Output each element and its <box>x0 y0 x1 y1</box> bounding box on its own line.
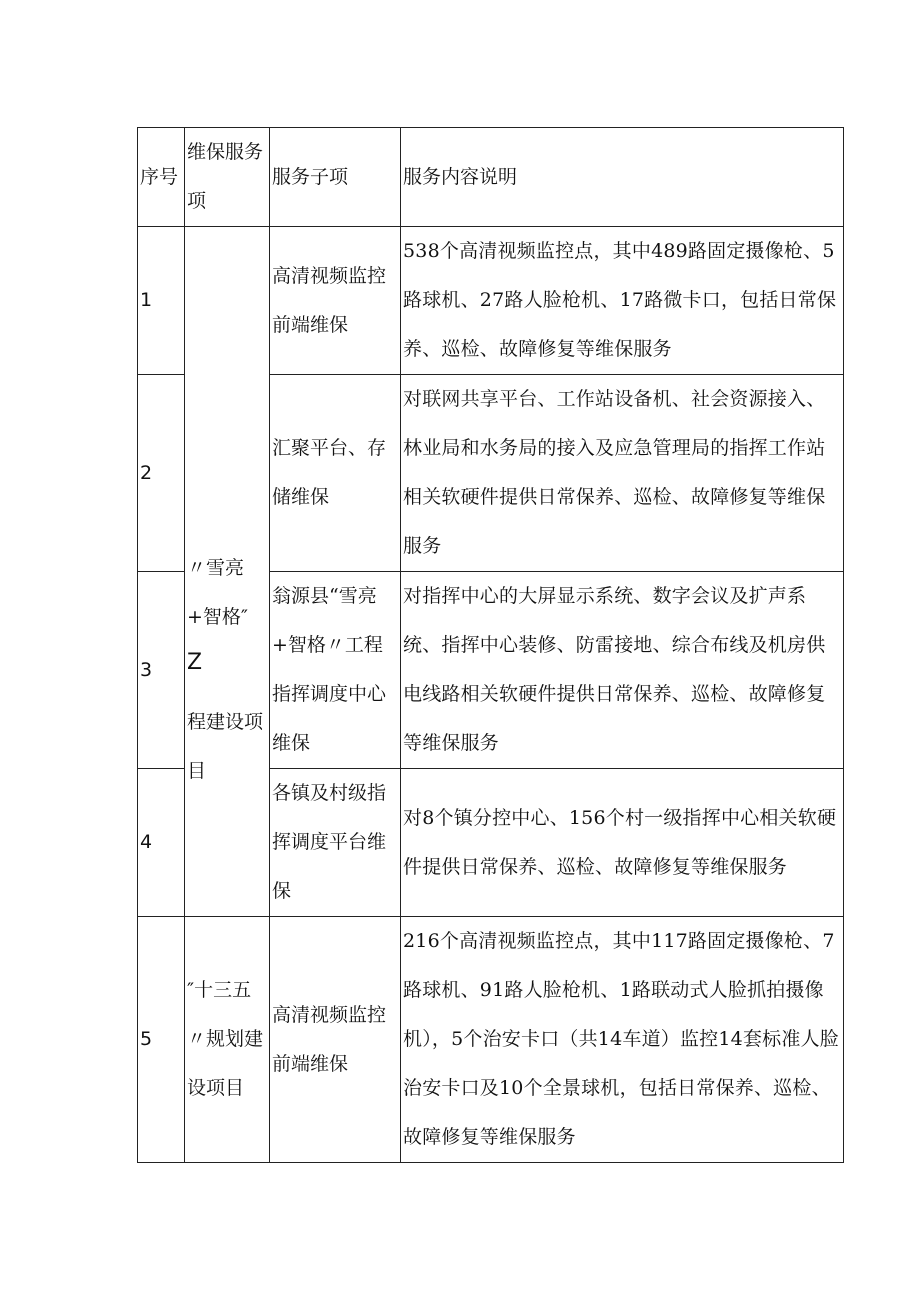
row-subitem: 各镇及村级指挥调度平台维保 <box>270 769 401 917</box>
row-seq: 2 <box>138 375 185 572</box>
table-row <box>138 917 844 1163</box>
header-category: 维保服务项 <box>185 128 270 227</box>
row-seq: 3 <box>138 572 185 769</box>
row-description: 对指挥中心的大屏显示系统、数字会议及扩声系统、指挥中心装修、防雷接地、综合布线及机房供电线路相关软硬件提供日常保养、巡检、故障修复等维保服务 <box>401 572 844 769</box>
row-subitem: 汇聚平台、存储维保 <box>270 375 401 572</box>
table-header-row <box>138 128 844 227</box>
row-seq: 5 <box>138 917 185 1163</box>
row-description: 对8个镇分控中心、156个村一级指挥中心相关软硬件提供日常保养、巡检、故障修复等维保服务 <box>401 769 844 917</box>
row-subitem: 翁源县“雪亮+智格〃工程指挥调度中心维保 <box>270 572 401 769</box>
row-seq: 4 <box>138 769 185 917</box>
table-row <box>138 227 844 375</box>
row-subitem: 高清视频监控前端维保 <box>270 917 401 1163</box>
header-description: 服务内容说明 <box>401 128 844 227</box>
header-subitem: 服务子项 <box>270 128 401 227</box>
row-description: 对联网共享平台、工作站设备机、社会资源接入、林业局和水务局的接入及应急管理局的指挥工作站相关软硬件提供日常保养、巡检、故障修复等维保服务 <box>401 375 844 572</box>
category-a-text2: 程建设项目 <box>187 710 264 782</box>
row-description: 216个高清视频监控点，其中117路固定摄像枪、7路球机、91路人脸枪机、1路联动式人脸抓拍摄像机），5个治安卡口（共14车道）监控14套标准人脸治安卡口及10个全景球机，包括日常保养、巡检、故障修复等维保服务 <box>401 917 844 1163</box>
category-a-mark: Z <box>187 649 203 675</box>
category-cell-b: ″十三五〃规划建设项目 <box>185 917 270 1163</box>
row-description: 538个高清视频监控点，其中489路固定摄像枪、5路球机、27路人脸枪机、17路微卡口，包括日常保养、巡检、故障修复等维保服务 <box>401 227 844 375</box>
header-seq: 序号 <box>138 128 185 227</box>
row-subitem: 高清视频监控前端维保 <box>270 227 401 375</box>
row-seq: 1 <box>138 227 185 375</box>
category-a-text: 〃雪亮+智格″ <box>187 556 249 628</box>
maintenance-service-table <box>137 127 844 1163</box>
category-cell-a <box>185 227 270 917</box>
